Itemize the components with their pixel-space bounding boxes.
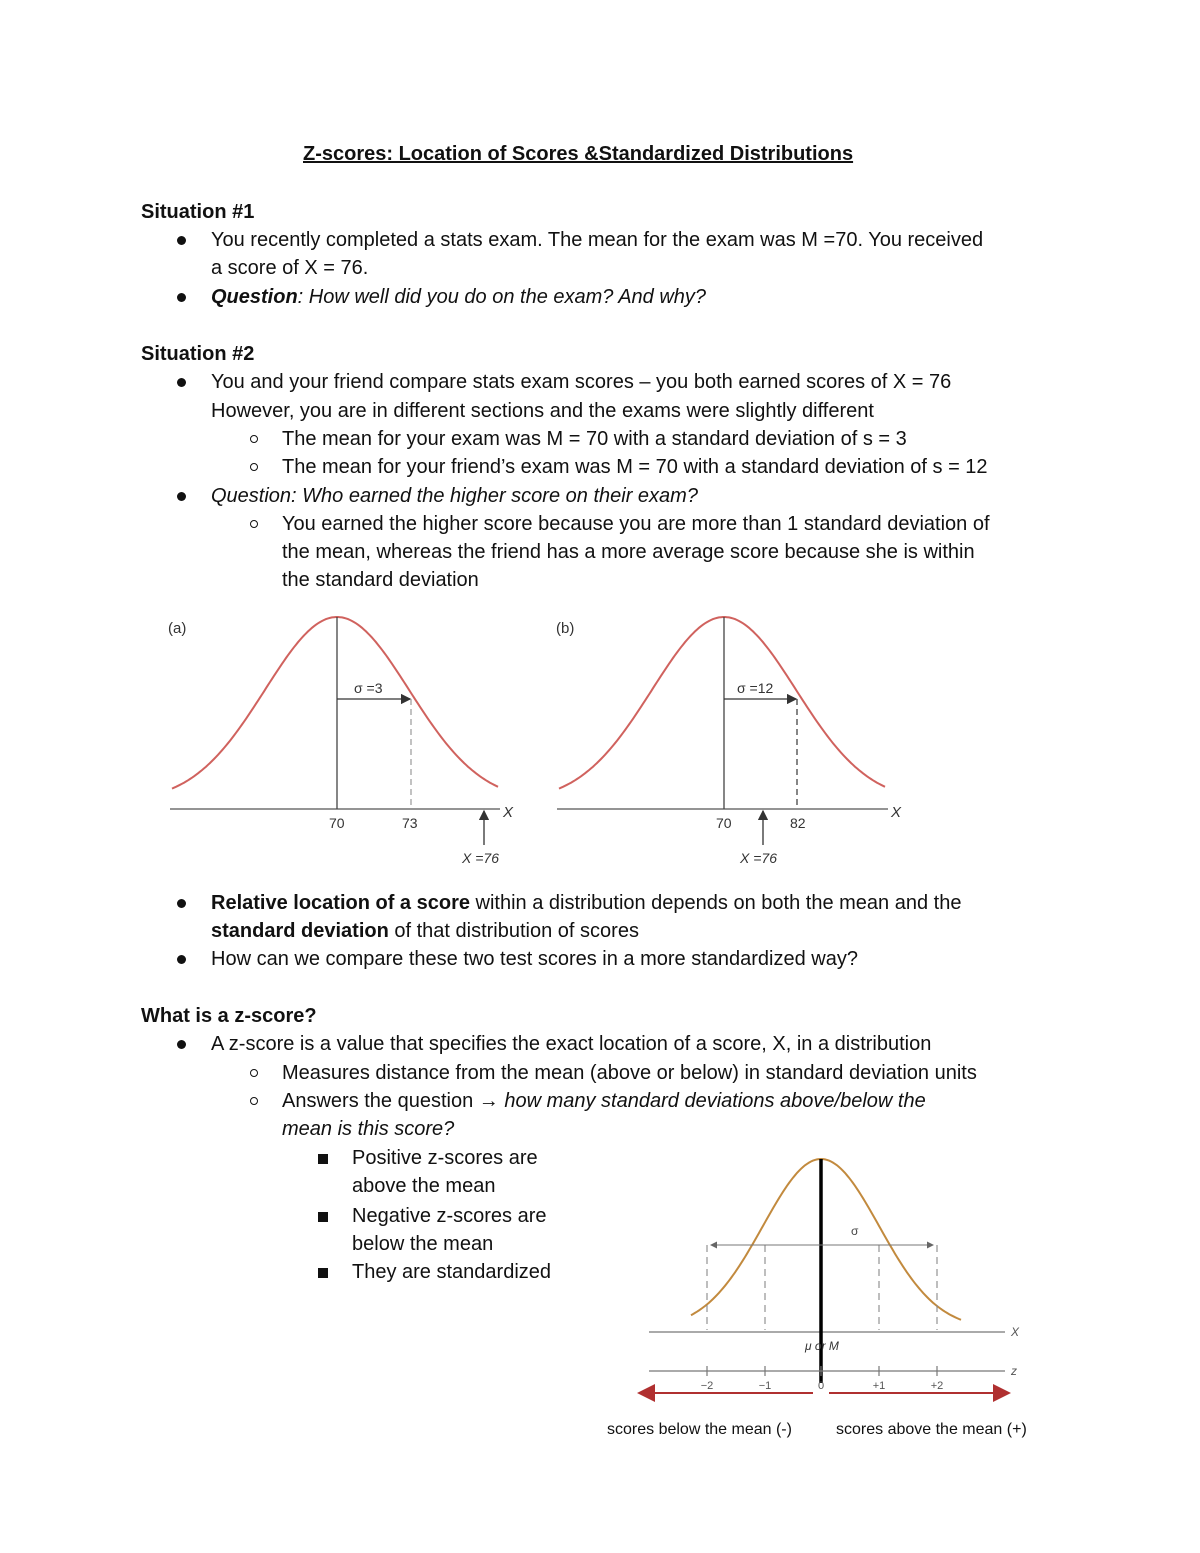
square-bullet-icon bbox=[318, 1268, 328, 1278]
panel-b-label: (b) bbox=[556, 620, 575, 637]
situation-2-answer-line3: the standard deviation bbox=[282, 569, 479, 591]
bullet-icon bbox=[177, 293, 186, 302]
zscore-sub2-line2: mean is this score? bbox=[282, 1118, 455, 1140]
bullet-icon bbox=[177, 492, 186, 501]
relative-location-line1 bbox=[211, 889, 961, 917]
situation-2-answer-line2: the mean, whereas the friend has a more average score because she is within bbox=[282, 541, 975, 563]
zscore-heading: What is a z-score? bbox=[141, 1005, 317, 1027]
bullet-icon bbox=[177, 899, 186, 908]
tick-mean-b: 70 bbox=[716, 815, 732, 831]
situation-2-text-line1: You and your friend compare stats exam scores – you both earned scores of X = 76 bbox=[211, 371, 952, 393]
situation-2-answer-line1: You earned the higher score because you are more than 1 standard deviation of bbox=[282, 513, 990, 535]
square-bullet-icon bbox=[318, 1154, 328, 1164]
normal-curves-figure bbox=[160, 605, 910, 875]
negative-z-line2: below the mean bbox=[352, 1233, 494, 1255]
x-axis-label-a: X bbox=[503, 804, 514, 821]
curve-b bbox=[559, 617, 885, 789]
relative-location-bold: Relative location of a score bbox=[211, 892, 470, 914]
relative-location-rest: within a distribution depends on both the mean and the bbox=[469, 892, 962, 914]
standardized-text: They are standardized bbox=[352, 1261, 552, 1283]
situation-1-heading: Situation #1 bbox=[141, 201, 255, 223]
positive-z-line1: Positive z-scores are bbox=[352, 1147, 538, 1169]
z-curve bbox=[691, 1159, 961, 1320]
x-axis-label-b: X bbox=[891, 804, 902, 821]
z-score-figure bbox=[595, 1145, 1055, 1445]
situation-2-sub1: The mean for your exam was M = 70 with a standard deviation of s = 3 bbox=[282, 428, 907, 450]
curve-a bbox=[172, 617, 498, 789]
z-tick-label: +2 bbox=[930, 1380, 944, 1392]
bullet-icon bbox=[177, 955, 186, 964]
tick-mean-a: 70 bbox=[329, 815, 345, 831]
situation-2-text-line2: However, you are in different sections and the exams were slightly different bbox=[211, 400, 874, 422]
zscore-sub1: Measures distance from the mean (above or below) in standard deviation units bbox=[282, 1062, 977, 1084]
positive-z-line2: above the mean bbox=[352, 1175, 496, 1197]
z-axis-label: z bbox=[1011, 1364, 1017, 1378]
tick-sd-b: 82 bbox=[790, 815, 806, 831]
tick-sd-a: 73 bbox=[402, 815, 418, 831]
situation-1-text-line2: a score of X = 76. bbox=[211, 257, 369, 279]
situation-1-question bbox=[211, 283, 706, 311]
bullet-icon bbox=[177, 378, 186, 387]
situation-1-text-line1: You recently completed a stats exam. The mean for the exam was M =70. You received bbox=[211, 229, 984, 251]
mean-label: μ or M bbox=[805, 1339, 839, 1353]
sigma-label-b: σ =12 bbox=[737, 680, 774, 696]
circle-bullet-icon bbox=[250, 520, 258, 528]
zscore-sub2-plain: Answers the question → bbox=[282, 1090, 505, 1112]
circle-bullet-icon bbox=[250, 463, 258, 471]
situation-2-heading: Situation #2 bbox=[141, 343, 255, 365]
sigma-label-a: σ =3 bbox=[354, 680, 383, 696]
z-tick-label: 0 bbox=[817, 1380, 825, 1392]
circle-bullet-icon bbox=[250, 1097, 258, 1105]
square-bullet-icon bbox=[318, 1212, 328, 1222]
page-title: Z-scores: Location of Scores &Standardized Distributions bbox=[303, 143, 854, 165]
standard-deviation-rest: of that distribution of scores bbox=[388, 920, 639, 942]
circle-bullet-icon bbox=[250, 435, 258, 443]
question-text: : How well did you do on the exam? And why? bbox=[297, 286, 707, 308]
circle-bullet-icon bbox=[250, 1069, 258, 1077]
score-label-b: X =76 bbox=[740, 850, 777, 866]
panel-a-label: (a) bbox=[168, 620, 187, 637]
z-tick-label: −1 bbox=[758, 1380, 772, 1392]
standard-deviation-bold: standard deviation bbox=[211, 920, 389, 942]
relative-location-line2 bbox=[211, 917, 639, 945]
below-mean-label: scores below the mean (-) bbox=[607, 1421, 792, 1438]
zscore-definition: A z-score is a value that specifies the exact location of a score, X, in a distribution bbox=[211, 1033, 932, 1055]
negative-z-line1: Negative z-scores are bbox=[352, 1205, 547, 1227]
above-mean-label: scores above the mean (+) bbox=[836, 1421, 1027, 1438]
situation-2-question: Question: Who earned the higher score on their exam? bbox=[211, 485, 698, 507]
zscore-sub2-line1 bbox=[282, 1087, 926, 1115]
zscore-sub2-italic: how many standard deviations above/below the bbox=[504, 1090, 926, 1112]
compare-question: How can we compare these two test scores in a more standardized way? bbox=[211, 948, 858, 970]
situation-2-sub2: The mean for your friend’s exam was M = 70 with a standard deviation of s = 12 bbox=[282, 456, 988, 478]
x-axis-label: X bbox=[1011, 1325, 1020, 1339]
panel-b bbox=[556, 617, 902, 866]
bullet-icon bbox=[177, 1040, 186, 1049]
score-label-a: X =76 bbox=[462, 850, 499, 866]
sigma-symbol: σ bbox=[851, 1224, 859, 1238]
z-tick-label: +1 bbox=[872, 1380, 886, 1392]
bullet-icon bbox=[177, 236, 186, 245]
question-label: Question bbox=[211, 286, 298, 308]
z-tick-label: −2 bbox=[700, 1380, 714, 1392]
panel-a bbox=[168, 617, 514, 866]
